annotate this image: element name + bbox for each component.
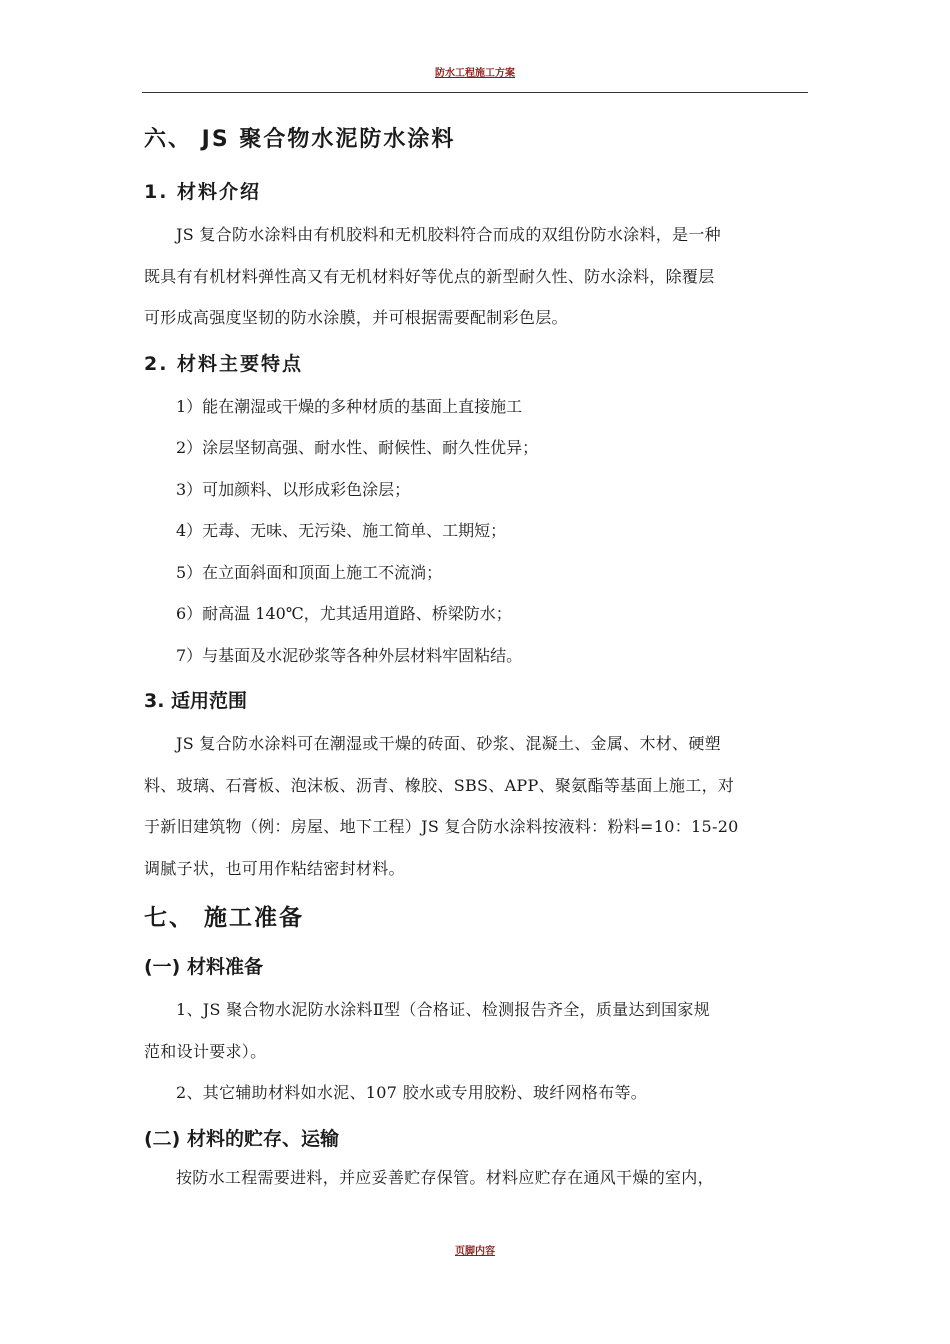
page-footer: 页脚内容 xyxy=(455,1246,495,1257)
paragraph-line: 2、其它辅助材料如水泥、107 胶水或专用胶粉、玻纤网格布等。 xyxy=(176,1083,648,1102)
application-scope-paragraph xyxy=(144,723,808,889)
document-body xyxy=(144,118,808,1198)
section-6-heading: 六、 JS 聚合物水泥防水涂料 xyxy=(144,127,456,152)
paragraph-line: 可形成高强度坚韧的防水涂膜，并可根据需要配制彩色层。 xyxy=(144,308,568,327)
header-divider xyxy=(142,92,808,93)
paragraph-line: 既具有有机材料弹性高又有无机材料好等优点的新型耐久性、防水涂料，除覆层 xyxy=(144,266,715,286)
heading-material-preparation: (一) 材料准备 xyxy=(144,956,263,978)
paragraph-line: 1、JS 聚合物水泥防水涂料Ⅱ型（合格证、检测报告齐全，质量达到国家规 xyxy=(176,1000,711,1019)
features-list xyxy=(144,386,808,677)
paragraph-line: 调腻子状，也可用作粘结密封材料。 xyxy=(144,858,405,878)
list-item: 1）能在潮湿或干燥的多种材质的基面上直接施工 xyxy=(176,396,523,416)
list-item: 6）耐高温 140℃，尤其适用道路、桥梁防水； xyxy=(176,604,512,623)
heading-material-intro: 1. 材料介绍 xyxy=(144,181,262,203)
paragraph-line: 于新旧建筑物（例：房屋、地下工程）JS 复合防水涂料按液料：粉料=10：15-20 xyxy=(144,817,739,836)
heading-application-scope: 3. 适用范围 xyxy=(144,690,248,712)
paragraph-line: 按防水工程需要进料，并应妥善贮存保管。材料应贮存在通风干燥的室内， xyxy=(176,1167,714,1187)
list-item: 4）无毒、无味、无污染、施工简单、工期短； xyxy=(176,521,507,540)
section-7-heading: 七、 施工准备 xyxy=(144,905,305,931)
paragraph-line: 范和设计要求）。 xyxy=(144,1041,267,1061)
list-item: 5）在立面斜面和顶面上施工不流淌； xyxy=(176,562,443,582)
heading-material-features: 2. 材料主要特点 xyxy=(144,352,304,375)
material-preparation-paragraph xyxy=(144,989,808,1114)
list-item: 3）可加颜料、以形成彩色涂层； xyxy=(176,479,411,499)
list-item: 2）涂层坚韧高强、耐水性、耐候性、耐久性优异； xyxy=(176,438,539,457)
list-item: 7）与基面及水泥砂浆等各种外层材料牢固粘结。 xyxy=(176,645,523,665)
heading-storage-transport: (二) 材料的贮存、运输 xyxy=(144,1127,339,1150)
page-header: 防水工程施工方案 xyxy=(435,68,515,79)
paragraph-line: 料、玻璃、石膏板、泡沫板、沥青、橡胶、SBS、APP、聚氨酯等基面上施工，对 xyxy=(144,775,735,795)
material-intro-paragraph xyxy=(144,214,808,339)
paragraph-line: JS 复合防水涂料由有机胶料和无机胶料符合而成的双组份防水涂料，是一种 xyxy=(176,225,721,244)
paragraph-line: JS 复合防水涂料可在潮湿或干燥的砖面、砂浆、混凝土、金属、木材、硬塑 xyxy=(176,734,721,753)
storage-transport-paragraph xyxy=(144,1157,808,1199)
